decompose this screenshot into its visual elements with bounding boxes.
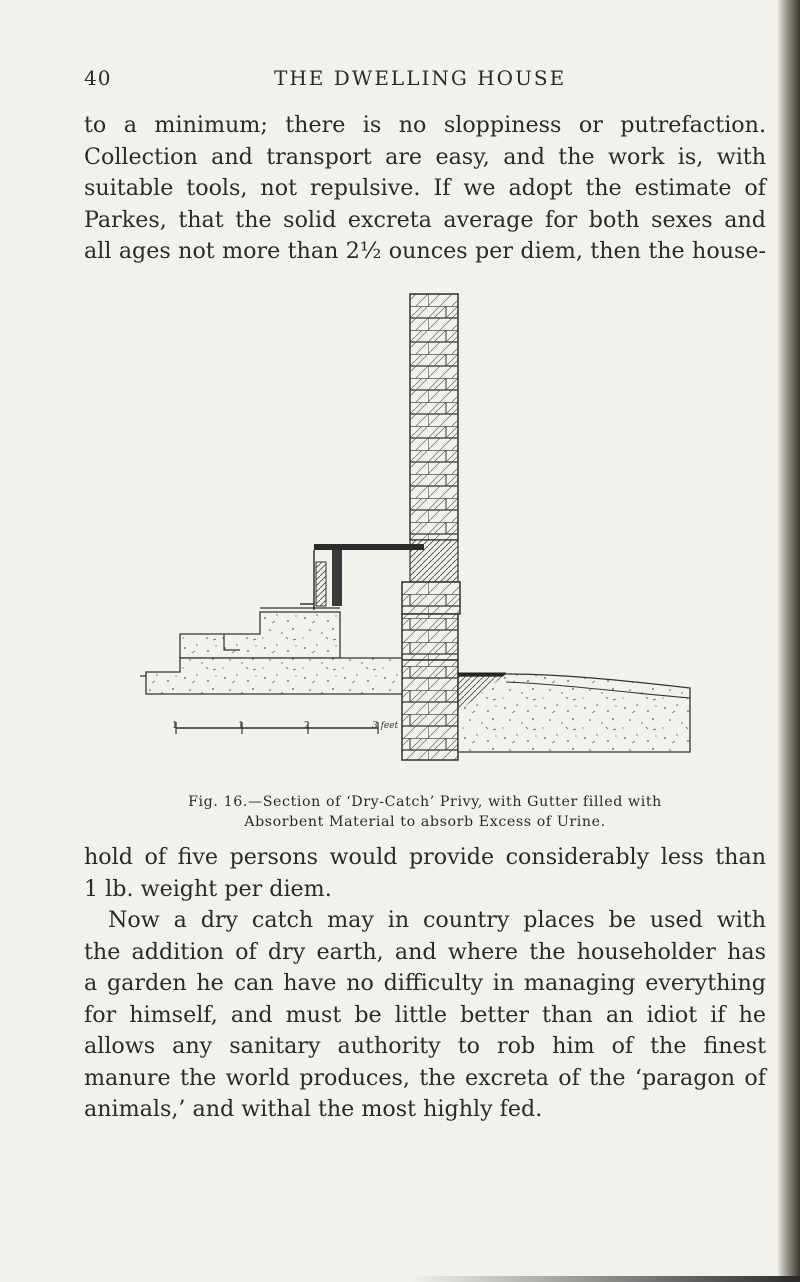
text-line: a garden he can have no difficulty in managing everything [84, 970, 766, 996]
paragraph-top [84, 110, 766, 268]
text-line: all ages not more than 2½ ounces per diem, then the house- [84, 238, 766, 264]
text-line: hold of five persons would provide considerably less than [84, 844, 766, 870]
text-line: suitable tools, not repulsive. If we adopt the estimate of [84, 175, 766, 201]
caption-line: Fig. 16.—Section of ‘Dry-Catch’ Privy, with Gutter filled with [188, 794, 662, 810]
scale-label: 1 [238, 721, 244, 731]
scale-label: 3 feet [372, 721, 399, 731]
running-head: THE DWELLING HOUSE [274, 66, 567, 90]
text-line: manure the world produces, the excreta of the ‘paragon of [84, 1064, 766, 1091]
scale-label: 2 [304, 721, 310, 731]
text-line: for himself, and must be little better than an idiot if he [84, 1001, 766, 1028]
page-header [84, 66, 764, 92]
text-line: the addition of dry earth, and where the householder has [84, 938, 766, 965]
bottom-shadow [410, 1276, 800, 1282]
text-line: 1 lb. weight per diem. [84, 875, 332, 902]
caption-line: Absorbent Material to absorb Excess of Urine. [244, 814, 606, 830]
scale-label: 1 [172, 721, 178, 731]
page-number: 40 [84, 66, 112, 90]
figure-caption [84, 792, 766, 832]
text-line: allows any sanitary authority to rob him of the finest [84, 1033, 766, 1059]
text-line: Now a dry catch may in country places be used with [108, 907, 766, 933]
text-line: to a minimum; there is no sloppiness or putrefaction. [84, 112, 766, 138]
text-line: Parkes, that the solid excreta average for both sexes and [84, 206, 766, 233]
text-line: Collection and transport are easy, and the work is, with [84, 143, 766, 170]
text-line: animals,’ and withal the most highly fed. [84, 1096, 543, 1122]
privy-section-figure [140, 282, 700, 778]
paragraph-bottom [84, 842, 766, 1126]
page-edge [778, 0, 800, 1282]
